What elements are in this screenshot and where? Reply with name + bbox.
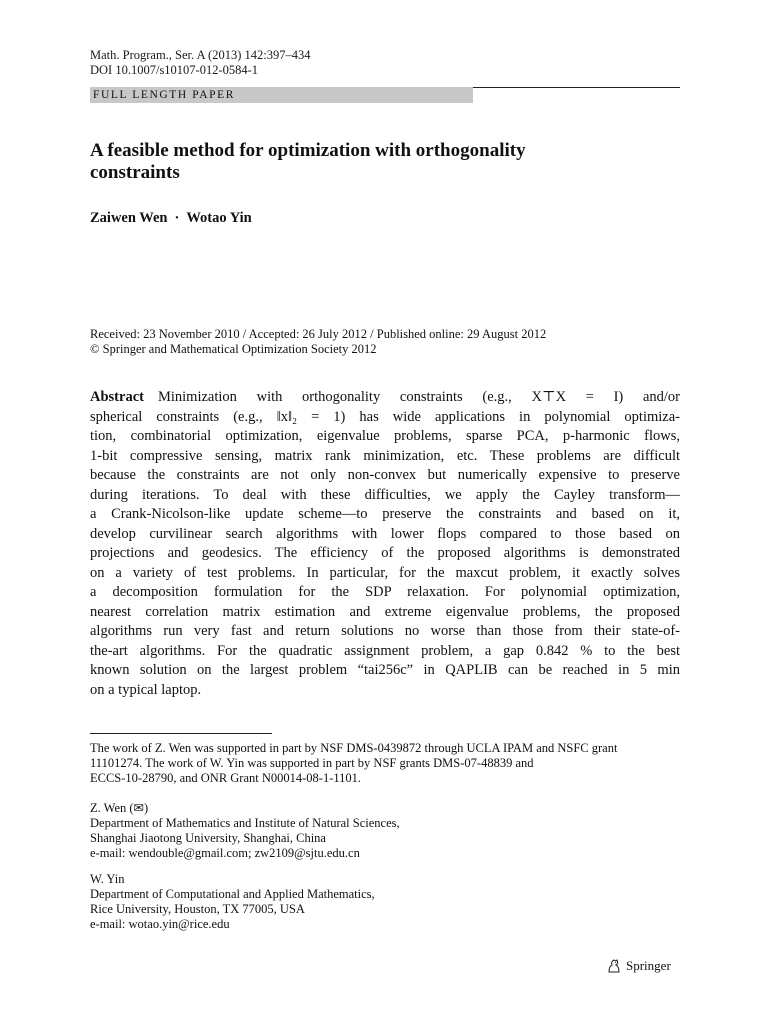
affiliation-email[interactable]: e-mail: wendouble@gmail.com; zw2109@sjtu.edu.cn [90,846,360,860]
abstract-line: a Crank-Nicolson-like update scheme—to preserve the constraints and based on it, [90,506,680,522]
header-rule [473,87,680,88]
footnote-line: The work of Z. Wen was supported in part by NSF DMS-0439872 through UCLA IPAM and NSFC grant [90,741,618,755]
abstract [90,388,680,700]
article-type-label: FULL LENGTH PAPER [93,89,235,101]
abstract-line: spherical constraints (e.g., ‖x‖₂ = 1) has wide applications in polynomial optimiza- [90,408,680,425]
paper-title-line-2: constraints [90,162,180,183]
history-dates: Received: 23 November 2010 / Accepted: 26 July 2012 / Published online: 29 August 2012 [90,327,547,341]
paper-title [90,140,680,184]
publisher-name: Springer [626,958,671,973]
abstract-line: algorithms run very fast and return solutions no worse than those from their state-of- [90,623,680,639]
author-list [90,209,252,227]
abstract-line: tion, combinatorial optimization, eigenvalue problems, sparse PCA, p-harmonic flows, [90,428,680,444]
publisher-logo [606,958,671,974]
affiliation-name: Z. Wen (✉) [90,801,149,815]
abstract-line: known solution on the largest problem “tai256c” in QAPLIB can be reached in 5 min [90,662,680,678]
abstract-line: during iterations. To deal with these difficulties, we apply the Cayley transform— [90,486,680,503]
affiliation-department: Department of Mathematics and Institute of Natural Sciences, [90,816,400,830]
abstract-line: a decomposition formulation for the SDP relaxation. For polynomial optimization, [90,584,680,600]
footnote-line: 11101274. The work of W. Yin was supported in part by NSF grants DMS-07-48839 and [90,756,534,770]
funding-footnote [90,741,690,786]
doi[interactable]: DOI 10.1007/s10107-012-0584-1 [90,63,259,77]
affiliation-name: W. Yin [90,872,125,886]
abstract-line: on a variety of test problems. In particular, for the maxcut problem, it exactly solves [90,564,680,581]
author-separator: · [174,210,180,226]
abstract-line [90,388,680,408]
springer-horse-icon [606,958,622,974]
abstract-heading: Abstract [90,389,144,405]
affiliation-institution: Rice University, Houston, TX 77005, USA [90,902,305,916]
affiliation-email[interactable]: e-mail: wotao.yin@rice.edu [90,917,230,931]
abstract-line: nearest correlation matrix estimation and extreme eigenvalue problems, the proposed [90,603,680,620]
abstract-line: because the constraints are not only non-convex but numerically expensive to preserve [90,467,680,483]
abstract-line: projections and geodesics. The efficiency of the proposed algorithms is demonstrated [90,545,680,561]
journal-reference: Math. Program., Ser. A (2013) 142:397–434 [90,48,311,62]
affiliation-department: Department of Computational and Applied Mathematics, [90,887,375,901]
abstract-line: the-art algorithms. For the quadratic assignment problem, a gap 0.842 % to the best [90,642,680,659]
affiliation-yin [90,872,690,932]
affiliation-institution: Shanghai Jiaotong University, Shanghai, China [90,831,326,845]
author-name: Zaiwen Wen [90,210,168,226]
publication-dates [90,327,690,357]
abstract-line-text: Minimization with orthogonality constraints (e.g., X⊤X = I) and/or [157,389,680,405]
author-name: Wotao Yin [186,210,252,226]
copyright: © Springer and Mathematical Optimization Society 2012 [90,342,377,356]
affiliation-wen [90,801,690,861]
abstract-line: develop curvilinear search algorithms with lower flops compared to those based on [90,525,680,542]
paper-title-line-1: A feasible method for optimization with orthogonality [90,140,526,161]
footnote-rule [90,733,272,734]
footnote-line: ECCS-10-28790, and ONR Grant N00014-08-1-1101. [90,771,362,785]
abstract-line: 1-bit compressive sensing, matrix rank minimization, etc. These problems are difficult [90,447,680,464]
abstract-line: on a typical laptop. [90,681,202,698]
